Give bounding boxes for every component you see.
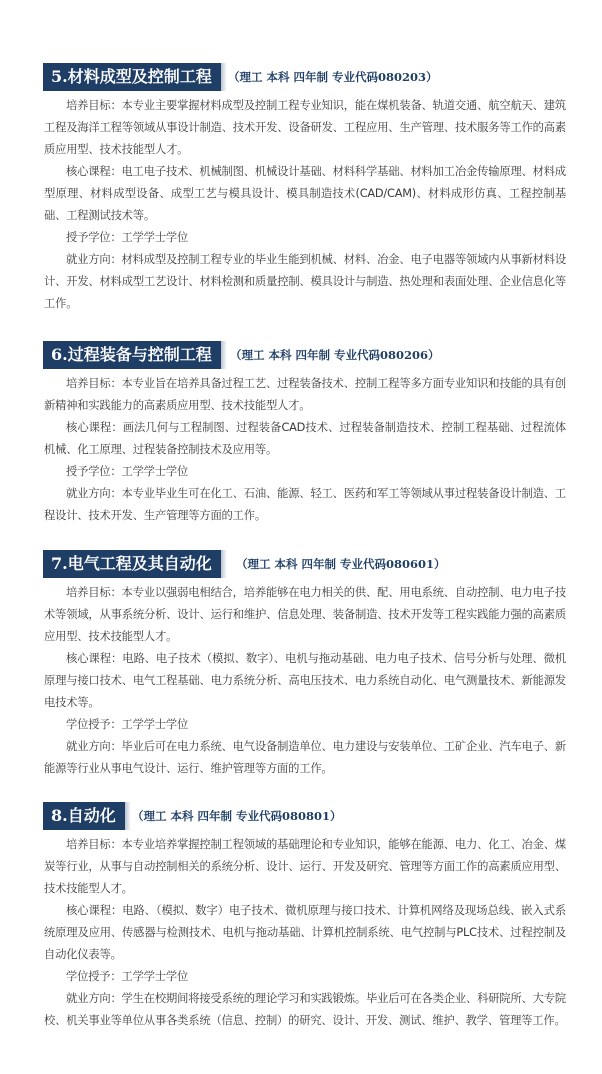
paragraph-employment: 就业方向：学生在校期间将接受系统的理论学习和实践锻炼。毕业后可在各类企业、科研院所、大专院校、机关事业等单位从事各类系统（信息、控制）的研究、设计、开发、测试、维护、教学、管理等工作。 — [44, 992, 566, 1027]
section-header — [0, 550, 602, 578]
section-electrical-engineering — [0, 550, 602, 775]
section-meta: （理工 本科 四年制 专业代码080801） — [132, 809, 342, 823]
paragraph-training-goal: 培养目标：本专业旨在培养具备过程工艺、过程装备技术、控制工程等多方面专业知识和技能的具有创新精神和实践能力的高素质应用型、技术技能型人才。 — [44, 377, 566, 412]
paragraph-degree: 学位授予：工学学士学位 — [66, 970, 189, 983]
section-title: 6.过程装备与控制工程 — [43, 341, 221, 369]
section-header — [0, 341, 602, 369]
section-title: 5.材料成型及控制工程 — [43, 63, 221, 91]
paragraph-core-courses: 核心课程：画法几何与工程制图、过程装备CAD技术、过程装备制造技术、控制工程基础、过程流体机械、化工原理、过程装备控制技术及应用等。 — [44, 421, 566, 456]
paragraph-core-courses: 核心课程：电路、电子技术（模拟、数字）、电机与拖动基础、电力电子技术、信号分析与处理、微机原理与接口技术、电气工程基础、电力系统分析、高电压技术、电力系统自动化、电气测量技术、新能源发电技术等。 — [44, 652, 566, 709]
section-process-equipment — [0, 341, 602, 522]
section-header — [0, 63, 602, 91]
section-automation — [0, 802, 602, 1027]
paragraph-degree: 学位授予：工学学士学位 — [66, 718, 189, 731]
paragraph-employment: 就业方向：材料成型及控制工程专业的毕业生能到机械、材料、冶金、电子电器等领域内从事新材料设计、开发、材料成型工艺设计、材料检测和质量控制、模具设计与制造、热处理和表面处理、企业信息化等工作。 — [44, 253, 566, 310]
section-header — [0, 802, 602, 830]
paragraph-core-courses: 核心课程：电路、（模拟、数字）电子技术、微机原理与接口技术、计算机网络及现场总线、嵌入式系统原理及应用、传感器与检测技术、电机与拖动基础、计算机控制系统、电气控制与PLC技术、过程控制及自动化仪表等。 — [44, 904, 566, 961]
paragraph-degree: 授予学位：工学学士学位 — [66, 465, 189, 478]
section-meta: （理工 本科 四年制 专业代码080203） — [228, 70, 438, 84]
paragraph-training-goal: 培养目标：本专业主要掌握材料成型及控制工程专业知识，能在煤机装备、轨道交通、航空航天、建筑工程及海洋工程等领域从事设计制造、技术开发、设备研发、工程应用、生产管理、技术服务等工作的高素质应用型、技术技能型人才。 — [44, 99, 566, 156]
paragraph-degree: 授予学位：工学学士学位 — [66, 231, 189, 244]
section-meta: （理工 本科 四年制 专业代码080601） — [236, 557, 446, 571]
section-meta: （理工 本科 四年制 专业代码080206） — [230, 348, 440, 362]
paragraph-employment: 就业方向：本专业毕业生可在化工、石油、能源、轻工、医药和军工等领域从事过程装备设计制造、工程设计、技术开发、生产管理等方面的工作。 — [44, 487, 566, 522]
section-title: 8.自动化 — [43, 802, 125, 830]
section-materials-forming — [0, 63, 602, 310]
paragraph-training-goal: 培养目标：本专业培养掌握控制工程领域的基础理论和专业知识，能够在能源、电力、化工、冶金、煤炭等行业，从事与自动控制相关的系统分析、设计、运行、开发及研究、管理等方面工作的高素质应用型、技术技能型人才。 — [44, 838, 566, 895]
section-title: 7.电气工程及其自动化 — [43, 550, 221, 578]
paragraph-employment: 就业方向：毕业后可在电力系统、电气设备制造单位、电力建设与安装单位、工矿企业、汽车电子、新能源等行业从事电气设计、运行、维护管理等方面的工作。 — [44, 740, 566, 775]
paragraph-core-courses: 核心课程：电工电子技术、机械制图、机械设计基础、材料科学基础、材料加工冶金传输原理、材料成型原理、材料成型设备、成型工艺与模具设计、模具制造技术(CAD/CAM)、材料成形仿真、工程控制基础、工程测试技术等。 — [44, 165, 566, 222]
paragraph-training-goal: 培养目标：本专业以强弱电相结合，培养能够在电力相关的供、配、用电系统、自动控制、电力电子技术等领域，从事系统分析、设计、运行和维护、信息处理、装备制造、技术开发等工程实践能力强的高素质应用型、技术技能型人才。 — [44, 586, 566, 643]
